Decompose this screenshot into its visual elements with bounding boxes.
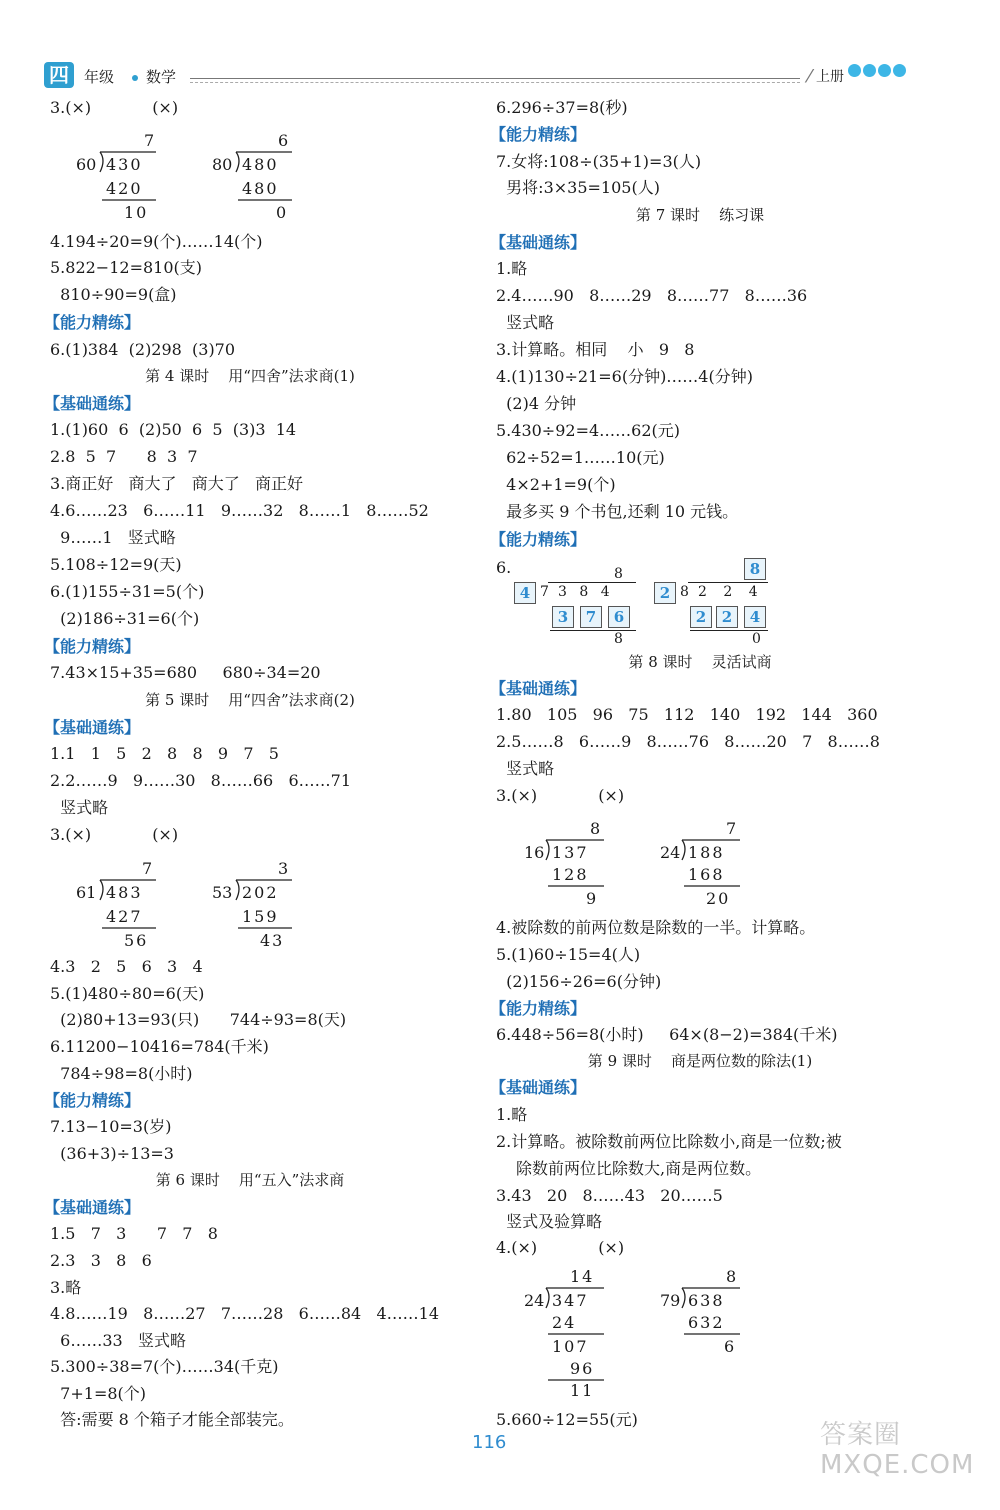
quotient: 7 <box>726 819 737 838</box>
answer-line: 6……33 竖式略 <box>50 1331 186 1350</box>
answer-line: 62÷52=1……10(元) <box>496 448 665 467</box>
quotient: 14 <box>570 1267 595 1286</box>
page-header <box>0 0 1000 100</box>
answer-line: 1.80 105 96 75 112 140 192 144 360 <box>496 705 878 724</box>
remainder: 11 <box>570 1381 595 1400</box>
product: 128 <box>552 865 589 884</box>
remainder: 43 <box>260 931 285 950</box>
answer-line: 6.(1)155÷31=5(个) <box>50 582 205 601</box>
quotient: 3 <box>278 859 289 878</box>
filled-box: 3 <box>552 606 574 628</box>
dividend: 483 <box>106 883 143 902</box>
product: 632 <box>688 1313 725 1332</box>
answer-line: 5.822−12=810(支) <box>50 258 203 277</box>
answer-line: 竖式及验算略 <box>496 1212 603 1231</box>
header-rule-dashed <box>190 82 800 83</box>
section-label: 【能力精练】 <box>490 999 587 1018</box>
grade-label: 年级 <box>84 68 115 86</box>
section-label: 【能力精练】 <box>490 125 587 144</box>
division-bar <box>548 582 636 583</box>
remainder: 20 <box>706 889 731 908</box>
answer-line: 3.(×) (×) <box>496 786 625 805</box>
answer-line: 4.6……23 6……11 9……32 8……1 8……52 <box>50 501 429 520</box>
answer-line: 4×2+1=9(个) <box>496 475 616 494</box>
subject-label: 数学 <box>146 68 177 86</box>
quotient: 8 <box>614 566 623 582</box>
filled-box: 4 <box>744 606 766 628</box>
answer-line: 2.2……9 9……30 8……66 6……71 <box>50 771 352 790</box>
lesson-title: 第 8 课时 灵活试商 <box>628 653 772 671</box>
answer-line: 2.4……90 8……29 8……77 8……36 <box>496 286 808 305</box>
filled-box: 2 <box>654 582 676 604</box>
answer-line: 除数前两位比除数大,商是两位数。 <box>516 1159 762 1178</box>
product: 159 <box>242 907 279 926</box>
divisor-digit: 7 <box>540 584 549 600</box>
divisor: 53 <box>212 883 233 902</box>
answer-line: (2)156÷26=6(分钟) <box>496 972 662 991</box>
divisor: 24 <box>524 1291 545 1310</box>
section-label: 【基础通练】 <box>44 394 141 413</box>
answer-line: 5.430÷92=4……62(元) <box>496 421 681 440</box>
answer-line: 7+1=8(个) <box>50 1384 147 1403</box>
filled-box: 2 <box>716 606 738 628</box>
answer-line: 竖式略 <box>50 798 109 817</box>
divisor: 80 <box>212 155 233 174</box>
long-division <box>212 856 302 952</box>
remainder: 56 <box>124 931 149 950</box>
remainder: 8 <box>614 631 623 647</box>
answer-line: 9……1 竖式略 <box>50 528 176 547</box>
answer-line: 4.(×) (×) <box>496 1238 625 1257</box>
quotient: 7 <box>142 859 153 878</box>
answer-line: 6. <box>496 558 512 577</box>
divisor: 61 <box>76 883 97 902</box>
filled-box: 4 <box>514 582 536 604</box>
filled-box: 6 <box>608 606 630 628</box>
product: 96 <box>570 1359 595 1378</box>
section-label: 【基础通练】 <box>44 718 141 737</box>
product: 480 <box>242 179 279 198</box>
quotient: 8 <box>590 819 601 838</box>
partial-dividend: 107 <box>552 1337 589 1356</box>
section-label: 【基础通练】 <box>490 679 587 698</box>
header-rule <box>190 78 800 79</box>
dividend: 188 <box>688 843 725 862</box>
answer-line: 1.(1)60 6 (2)50 6 5 (3)3 14 <box>50 420 297 439</box>
divisor: 24 <box>660 843 681 862</box>
dividend: 430 <box>106 155 143 174</box>
dividend: 480 <box>242 155 279 174</box>
answer-line: (2)80+13=93(只) 744÷93=8(天) <box>50 1010 347 1029</box>
answer-line: 1.1 1 5 2 8 8 9 7 5 <box>50 744 279 763</box>
product: 427 <box>106 907 143 926</box>
answer-line: 竖式略 <box>496 759 555 778</box>
long-division <box>660 1266 750 1362</box>
product: 168 <box>688 865 725 884</box>
volume-label: 上册 <box>816 69 844 85</box>
answer-line: 7.13−10=3(岁) <box>50 1117 172 1136</box>
quotient: 8 <box>726 1267 737 1286</box>
answer-line: 3.43 20 8……43 20……5 <box>496 1186 723 1205</box>
remainder: 0 <box>276 203 287 222</box>
dividend: 202 <box>242 883 279 902</box>
answer-line: 1.略 <box>496 1105 528 1124</box>
answer-line: 2.5……8 6……9 8……76 8……20 7 8……8 <box>496 732 880 751</box>
quotient: 7 <box>144 131 155 150</box>
filled-box: 2 <box>690 606 712 628</box>
answer-line: 5.660÷12=55(元) <box>496 1410 638 1429</box>
answer-line: 6.448÷56=8(小时) 64×(8−2)=384(千米) <box>496 1025 838 1044</box>
dividend: 638 <box>688 1291 725 1310</box>
long-division <box>524 1266 614 1406</box>
answer-line: 1.略 <box>496 259 528 278</box>
answer-line: 784÷98=8(小时) <box>50 1064 193 1083</box>
section-label: 【能力精练】 <box>44 637 141 656</box>
section-label: 【基础通练】 <box>44 1198 141 1217</box>
answer-line: 5.(1)60÷15=4(人) <box>496 945 641 964</box>
remainder: 6 <box>724 1337 735 1356</box>
answer-line: 7.女将:108÷(35+1)=3(人) <box>496 152 702 171</box>
answer-line: 3.计算略。相同 小 9 8 <box>496 340 695 359</box>
long-division <box>76 128 166 224</box>
answer-line: 3.(×) (×) <box>50 98 179 117</box>
remainder: 9 <box>586 889 597 908</box>
filled-box: 7 <box>580 606 602 628</box>
answer-line: 5.300÷38=7(个)……34(千克) <box>50 1357 279 1376</box>
answer-line: 竖式略 <box>496 313 555 332</box>
pen-stroke-icon: ⁄ <box>808 66 812 87</box>
section-label: 【能力精练】 <box>44 313 141 332</box>
section-label: 【能力精练】 <box>44 1091 141 1110</box>
long-division <box>524 818 614 914</box>
answer-line: 6.296÷37=8(秒) <box>496 98 628 117</box>
quotient: 6 <box>278 131 289 150</box>
watermark <box>820 1420 974 1480</box>
product: 24 <box>552 1313 577 1332</box>
division-bar <box>550 630 636 631</box>
answer-line: 3.(×) (×) <box>50 825 179 844</box>
answer-line: 2.计算略。被除数前两位比除数小,商是一位数;被 <box>496 1132 842 1151</box>
divisor: 60 <box>76 155 97 174</box>
long-division <box>212 128 302 224</box>
answer-line: 810÷90=9(盒) <box>50 285 177 304</box>
remainder: 10 <box>124 203 149 222</box>
watermark-text: 答案圈 MXQE.COM <box>820 1420 975 1480</box>
page-number: 116 <box>472 1432 507 1453</box>
answer-line: 4.8……19 8……27 7……28 6……84 4……14 <box>50 1304 439 1323</box>
lesson-title: 第 4 课时 用“四舍”法求商(1) <box>145 367 355 385</box>
answer-line: 4.(1)130÷21=6(分钟)……4(分钟) <box>496 367 753 386</box>
answer-line: 男将:3×35=105(人) <box>496 178 660 197</box>
answer-line: 4.被除数的前两位数是除数的一半。计算略。 <box>496 918 816 937</box>
answer-line: 4.3 2 5 6 3 4 <box>50 957 203 976</box>
section-label: 【基础通练】 <box>490 1078 587 1097</box>
lesson-title: 第 6 课时 用“五入”法求商 <box>155 1171 345 1189</box>
lesson-title: 第 9 课时 商是两位数的除法(1) <box>587 1052 813 1070</box>
answer-line: 1.5 7 3 7 7 8 <box>50 1224 218 1243</box>
remainder: 0 <box>752 631 761 647</box>
dividend: 2 2 4 <box>698 584 764 600</box>
filled-box: 8 <box>744 558 766 580</box>
answer-line: 2.8 5 7 8 3 7 <box>50 447 198 466</box>
dividend: 347 <box>552 1291 589 1310</box>
answer-line: 最多买 9 个书包,还剩 10 元钱。 <box>496 502 739 521</box>
answer-line: 3.商正好 商大了 商大了 商正好 <box>50 474 304 493</box>
answer-line: (2)4 分钟 <box>496 394 577 413</box>
grade-badge: 四 <box>44 62 74 88</box>
dividend: 137 <box>552 843 589 862</box>
answer-line: 5.(1)480÷80=6(天) <box>50 984 205 1003</box>
divisor: 16 <box>524 843 545 862</box>
divisor-digit: 8 <box>680 584 689 600</box>
lesson-title: 第 7 课时 练习课 <box>635 206 765 224</box>
long-division <box>660 818 750 914</box>
answer-line: (36+3)÷13=3 <box>50 1144 174 1163</box>
bullet-dot-icon <box>132 75 138 81</box>
answer-line: (2)186÷31=6(个) <box>50 609 200 628</box>
divisor: 79 <box>660 1291 681 1310</box>
answer-line: 7.43×15+35=680 680÷34=20 <box>50 663 321 682</box>
section-label: 【基础通练】 <box>490 233 587 252</box>
section-label: 【能力精练】 <box>490 530 587 549</box>
product: 420 <box>106 179 143 198</box>
answer-line: 3.略 <box>50 1278 82 1297</box>
answer-line: 5.108÷12=9(天) <box>50 555 182 574</box>
answer-line: 4.194÷20=9(个)……14(个) <box>50 232 263 251</box>
dividend: 3 8 4 <box>558 584 614 600</box>
decor-circles <box>848 64 906 77</box>
answer-line: 答:需要 8 个箱子才能全部装完。 <box>50 1410 294 1429</box>
answer-line: 6.(1)384 (2)298 (3)70 <box>50 340 236 359</box>
division-bar <box>688 582 768 583</box>
answer-line: 6.11200−10416=784(千米) <box>50 1037 269 1056</box>
lesson-title: 第 5 课时 用“四舍”法求商(2) <box>145 691 355 709</box>
answer-line: 2.3 3 8 6 <box>50 1251 152 1270</box>
long-division <box>76 856 166 952</box>
